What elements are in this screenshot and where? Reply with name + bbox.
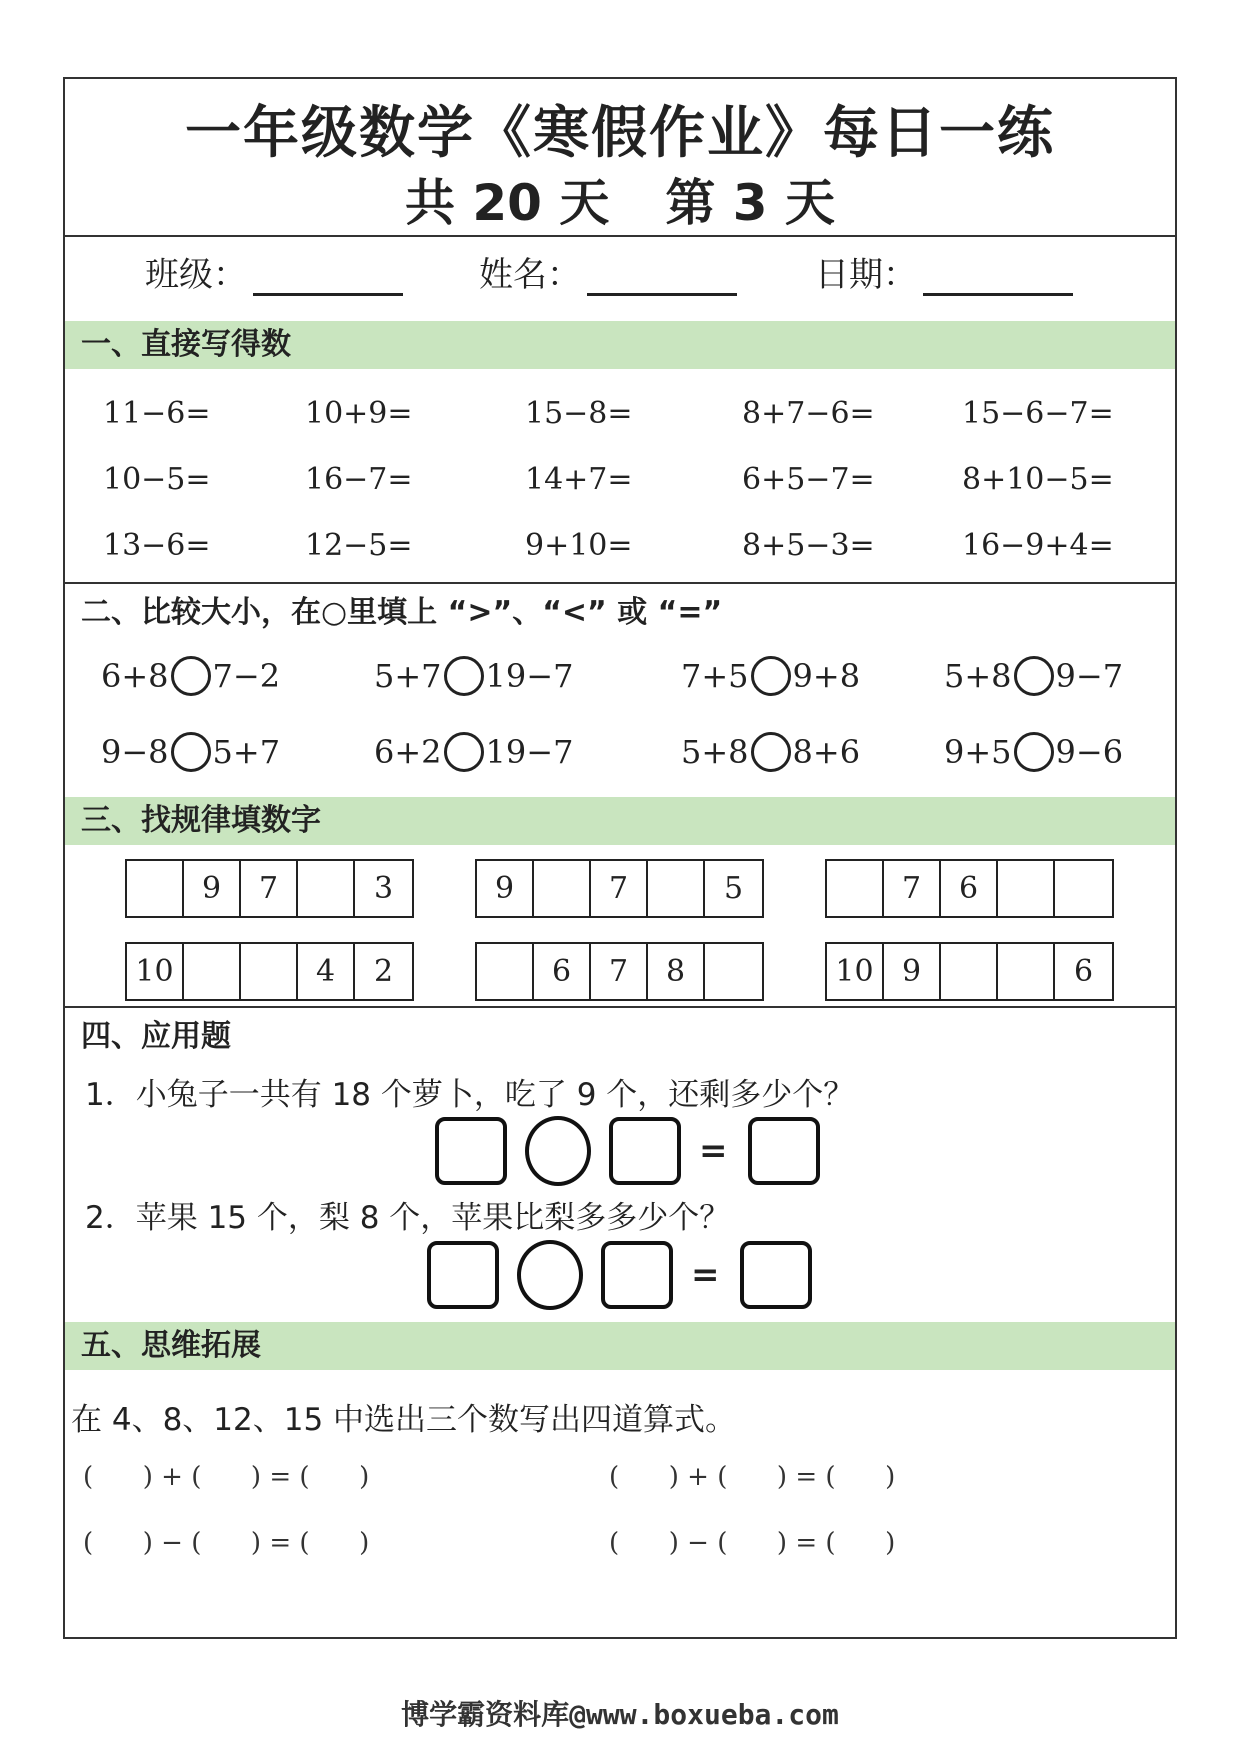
compare-left: 6+8 xyxy=(101,657,169,695)
arith-problem: 8+5−3= xyxy=(742,528,875,563)
compare-left: 5+7 xyxy=(374,657,442,695)
operator-circle[interactable] xyxy=(525,1116,591,1186)
sequence-cell[interactable] xyxy=(477,944,534,999)
sequence-cell[interactable]: 6 xyxy=(1073,954,1094,989)
divider xyxy=(65,582,1175,584)
total-days: 共 20 天 xyxy=(404,174,610,232)
section1-heading: 一、直接写得数 xyxy=(65,321,1175,369)
sequence-cell[interactable]: 5 xyxy=(723,871,744,906)
sequence-cell[interactable] xyxy=(941,944,998,999)
answer-circle[interactable] xyxy=(171,732,211,772)
answer-circle[interactable] xyxy=(444,656,484,696)
arith-problem: 10−5= xyxy=(103,462,211,497)
number-sequence xyxy=(125,859,414,918)
arith-problem: 12−5= xyxy=(305,528,413,563)
arith-problem: 6+5−7= xyxy=(742,462,875,497)
class-field xyxy=(145,247,403,296)
arith-problem: 15−6−7= xyxy=(962,396,1114,431)
sequence-cell[interactable]: 7 xyxy=(884,861,941,916)
sequence-cell[interactable] xyxy=(827,861,884,916)
name-field xyxy=(479,247,737,296)
compare-item xyxy=(374,656,573,696)
compare-right: 19−7 xyxy=(485,657,574,695)
sequence-cell[interactable]: 2 xyxy=(373,954,394,989)
compare-left: 9+5 xyxy=(944,733,1012,771)
sequence-cell[interactable] xyxy=(241,944,298,999)
number-sequence xyxy=(825,942,1114,1001)
compare-right: 19−7 xyxy=(485,733,574,771)
number-sequence xyxy=(475,942,764,1001)
answer-circle[interactable] xyxy=(444,732,484,772)
sequence-cell[interactable]: 9 xyxy=(184,861,241,916)
answer-circle[interactable] xyxy=(751,732,791,772)
compare-item xyxy=(101,732,280,772)
arith-problem: 11−6= xyxy=(103,396,211,431)
compare-left: 6+2 xyxy=(374,733,442,771)
date-blank[interactable] xyxy=(923,263,1073,296)
compare-left: 7+5 xyxy=(681,657,749,695)
compare-right: 9−6 xyxy=(1055,733,1124,771)
name-blank[interactable] xyxy=(587,263,737,296)
divider xyxy=(65,1006,1175,1008)
arith-problem: 16−7= xyxy=(305,462,413,497)
class-label: 班级： xyxy=(145,255,247,295)
compare-right: 9−7 xyxy=(1055,657,1124,695)
sequence-cell[interactable]: 6 xyxy=(534,944,591,999)
number-sequence xyxy=(825,859,1114,918)
arith-problem: 9+10= xyxy=(525,528,633,563)
equals-sign: = xyxy=(699,1131,728,1171)
thinking-task: 在 4、8、12、15 中选出三个数写出四道算式。 xyxy=(71,1402,737,1438)
answer-circle[interactable] xyxy=(751,656,791,696)
sequence-cell[interactable]: 8 xyxy=(648,944,705,999)
arith-problem: 16−9+4= xyxy=(962,528,1114,563)
answer-circle[interactable] xyxy=(171,656,211,696)
compare-right: 8+6 xyxy=(792,733,861,771)
name-label: 姓名： xyxy=(479,255,581,295)
answer-box[interactable] xyxy=(609,1117,681,1185)
arith-problem: 10+9= xyxy=(305,396,413,431)
sequence-cell[interactable]: 7 xyxy=(591,944,648,999)
answer-row-2 xyxy=(427,1240,830,1310)
number-sequence xyxy=(125,942,414,1001)
sequence-cell[interactable] xyxy=(998,944,1055,999)
sequence-cell[interactable]: 10 xyxy=(127,944,184,999)
sequence-cell[interactable] xyxy=(184,944,241,999)
sequence-cell[interactable] xyxy=(298,861,355,916)
arith-problem: 8+10−5= xyxy=(962,462,1114,497)
compare-left: 5+8 xyxy=(681,733,749,771)
sequence-cell[interactable]: 9 xyxy=(477,861,534,916)
arith-problem: 15−8= xyxy=(525,396,633,431)
class-blank[interactable] xyxy=(253,263,403,296)
worksheet-title: 一年级数学《寒假作业》每日一练 xyxy=(185,101,1055,166)
word-problem-2: 2．苹果 15 个，梨 8 个，苹果比梨多多少个？ xyxy=(85,1200,731,1236)
sequence-cell[interactable] xyxy=(534,861,591,916)
sequence-cell[interactable] xyxy=(705,944,762,999)
section3-heading: 三、找规律填数字 xyxy=(65,797,1175,845)
sequence-cell[interactable]: 6 xyxy=(941,861,998,916)
current-day: 第 3 天 xyxy=(665,174,835,232)
arith-problem: 14+7= xyxy=(525,462,633,497)
answer-box[interactable] xyxy=(427,1241,499,1309)
addition-equation[interactable]: ( ) + ( ) = ( ) xyxy=(83,1462,370,1492)
arith-problem: 13−6= xyxy=(103,528,211,563)
section5-heading: 五、思维拓展 xyxy=(65,1322,1175,1370)
compare-item xyxy=(681,732,860,772)
compare-item xyxy=(944,732,1123,772)
answer-circle[interactable] xyxy=(1014,732,1054,772)
compare-item xyxy=(101,656,280,696)
date-label: 日期： xyxy=(815,255,917,295)
addition-equation[interactable]: ( ) + ( ) = ( ) xyxy=(609,1462,896,1492)
subtraction-equation[interactable]: ( ) − ( ) = ( ) xyxy=(609,1528,896,1558)
sequence-cell[interactable]: 7 xyxy=(591,861,648,916)
equals-sign: = xyxy=(691,1255,720,1295)
number-sequence xyxy=(475,859,764,918)
answer-circle[interactable] xyxy=(1014,656,1054,696)
sequence-cell[interactable]: 3 xyxy=(373,871,394,906)
day-indicator xyxy=(65,163,1175,235)
sequence-cell[interactable] xyxy=(648,861,705,916)
compare-item xyxy=(374,732,573,772)
operator-circle[interactable] xyxy=(517,1240,583,1310)
sequence-cell[interactable]: 7 xyxy=(241,861,298,916)
worksheet xyxy=(63,77,1177,1639)
compare-item xyxy=(944,656,1123,696)
answer-box[interactable] xyxy=(601,1241,673,1309)
compare-item xyxy=(681,656,860,696)
compare-left: 9−8 xyxy=(101,733,169,771)
section2-heading: 二、比较大小，在○里填上 “>”、“<” 或 “=” xyxy=(81,595,723,630)
result-box[interactable] xyxy=(748,1117,820,1185)
compare-right: 5+7 xyxy=(212,733,281,771)
sequence-cell[interactable] xyxy=(998,861,1055,916)
compare-right: 7−2 xyxy=(212,657,281,695)
compare-right: 9+8 xyxy=(792,657,861,695)
word-problem-1: 1．小兔子一共有 18 个萝卜，吃了 9 个，还剩多少个？ xyxy=(85,1077,855,1113)
answer-box[interactable] xyxy=(435,1117,507,1185)
sequence-cell[interactable] xyxy=(127,861,184,916)
compare-left: 5+8 xyxy=(944,657,1012,695)
subtraction-equation[interactable]: ( ) − ( ) = ( ) xyxy=(83,1528,370,1558)
answer-row-1 xyxy=(435,1116,838,1186)
sequence-cell[interactable]: 10 xyxy=(827,944,884,999)
arith-problem: 8+7−6= xyxy=(742,396,875,431)
result-box[interactable] xyxy=(740,1241,812,1309)
date-field xyxy=(815,247,1073,296)
footer-watermark: 博学霸资料库@www.boxueba.com xyxy=(401,1698,839,1731)
section4-heading: 四、应用题 xyxy=(81,1019,231,1054)
sequence-cell[interactable]: 4 xyxy=(298,944,355,999)
divider xyxy=(65,235,1175,237)
sequence-cell[interactable]: 9 xyxy=(884,944,941,999)
sequence-cell[interactable] xyxy=(1055,861,1112,916)
